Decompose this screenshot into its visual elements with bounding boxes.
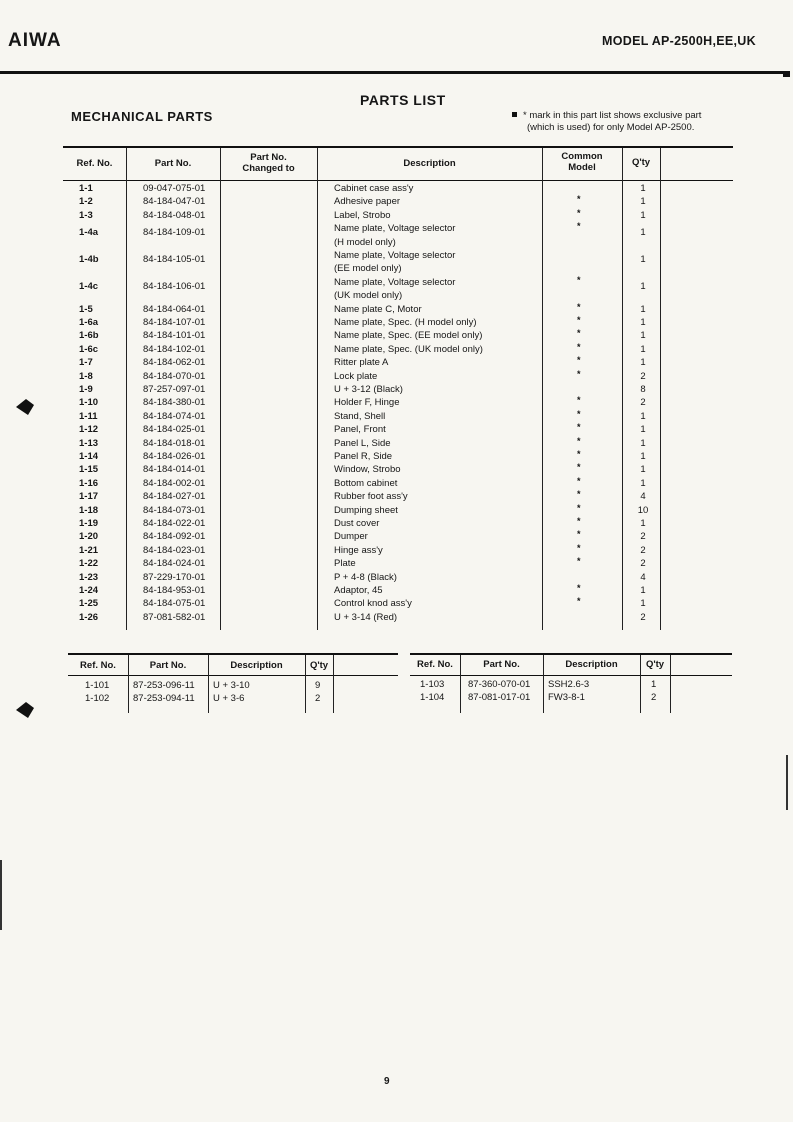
cell-qty: 2 (640, 531, 646, 543)
table-header-rule (63, 180, 733, 181)
header-common-model (542, 151, 622, 173)
cell-part: 84-184-106-01 (143, 280, 206, 292)
screws-table-right (410, 653, 732, 713)
cell-qty: 4 (640, 571, 646, 583)
common-model-mark: * (577, 462, 581, 473)
cell-ref: 1-17 (79, 491, 99, 503)
exclusive-part-note (512, 110, 701, 134)
table-header-rule (68, 675, 398, 676)
cell-ref: 1-11 (79, 410, 98, 422)
cell-ref: 1-25 (79, 598, 99, 610)
cell-ref: 1-104 (420, 692, 445, 703)
cell-ref: 1-2 (79, 196, 93, 208)
cell-qty: 2 (640, 544, 646, 556)
common-model-mark: * (577, 328, 581, 339)
page-number: 9 (384, 1076, 390, 1087)
table-header-rule (410, 675, 732, 676)
column-divider (660, 148, 661, 630)
common-model-mark: * (577, 301, 581, 312)
cell-ref: 1-4b (79, 254, 99, 265)
common-model-mark: * (577, 489, 581, 500)
column-divider (333, 655, 334, 713)
table-top-rule (410, 653, 732, 655)
header-part-no: Part No. (483, 659, 520, 670)
cell-ref: 1-103 (420, 679, 445, 690)
cell-ref: 1-9 (79, 384, 93, 395)
cell-part: 84-184-018-01 (143, 437, 206, 449)
column-divider (622, 148, 623, 630)
cell-desc: FW3-8-1 (548, 692, 585, 703)
cell-part: 84-184-101-01 (143, 330, 206, 342)
common-model-mark: * (577, 422, 581, 433)
header-changed-line-1: Part No. (250, 152, 287, 163)
cell-part: 84-184-062-01 (143, 357, 206, 369)
common-model-mark: * (577, 315, 581, 325)
cell-ref: 1-3 (79, 209, 93, 221)
cell-qty: 1 (640, 303, 646, 315)
cell-qty: 1 (640, 424, 646, 436)
cell-part: 84-184-064-01 (143, 303, 206, 315)
cell-qty: 1 (640, 598, 646, 610)
header-rule-tick (783, 71, 790, 77)
cell-qty: 10 (637, 504, 649, 516)
cell-desc-line-2: (UK model only) (334, 290, 403, 302)
model-number: MODEL AP-2500H,EE,UK (602, 34, 756, 48)
cell-desc: P + 4-8 (Black) (334, 571, 397, 583)
bullet-icon (512, 112, 517, 117)
cell-part: 84-184-002-01 (143, 477, 206, 489)
cell-part: 84-184-027-01 (143, 491, 206, 503)
cell-ref: 1-12 (79, 424, 99, 436)
cell-qty: 1 (651, 679, 657, 690)
cell-part: 84-184-048-01 (143, 209, 206, 221)
scan-edge-mark (786, 755, 788, 810)
cell-qty: 1 (640, 209, 646, 221)
cell-desc: Stand, Shell (334, 410, 386, 422)
cell-desc: Name plate, Spec. (H model only) (334, 317, 477, 328)
common-model-mark: * (577, 583, 581, 593)
cell-qty: 1 (640, 227, 646, 239)
cell-qty: 1 (640, 183, 646, 194)
header-qty: Q'ty (645, 659, 665, 670)
cell-qty: 1 (640, 464, 646, 476)
cell-desc: Control knod ass'y (334, 598, 412, 610)
screws-table-left (68, 653, 398, 713)
cell-ref: 1-8 (79, 370, 93, 382)
common-model-mark: * (577, 516, 581, 526)
cell-desc: Adhesive paper (334, 196, 401, 208)
cell-part: 84-184-107-01 (143, 317, 206, 328)
cell-ref: 1-101 (85, 680, 110, 691)
cell-part: 87-229-170-01 (143, 571, 206, 583)
common-model-mark: * (577, 596, 581, 607)
common-model-mark: * (577, 368, 581, 379)
cell-qty: 8 (640, 384, 646, 395)
cell-ref: 1-22 (79, 558, 99, 570)
cell-part: 84-184-092-01 (143, 531, 206, 543)
cell-desc: Name plate, Voltage selector (334, 250, 456, 261)
header-description: Description (230, 660, 283, 671)
common-model-mark: * (577, 449, 581, 459)
cell-part: 84-184-026-01 (143, 451, 206, 462)
common-model-mark: * (577, 341, 581, 352)
cell-part: 84-184-022-01 (143, 518, 206, 529)
cell-desc: Rubber foot ass'y (334, 491, 408, 503)
cell-part: 84-184-070-01 (143, 370, 206, 382)
cell-ref: 1-13 (79, 437, 99, 449)
cell-ref: 1-18 (79, 504, 99, 516)
header-common-line-1: Common (561, 151, 603, 162)
cell-part: 84-184-380-01 (143, 397, 206, 409)
cell-part: 84-184-024-01 (143, 558, 206, 570)
cell-ref: 1-14 (79, 451, 99, 462)
cell-qty: 1 (640, 437, 646, 449)
cell-qty: 1 (640, 410, 646, 422)
cell-part: 84-184-074-01 (143, 410, 206, 422)
cell-ref: 1-10 (79, 397, 99, 409)
cell-qty: 1 (640, 585, 646, 596)
header-ref-no: Ref. No. (417, 659, 453, 670)
cell-qty: 1 (640, 317, 646, 328)
mechanical-parts-table (63, 146, 733, 630)
cell-part: 87-257-097-01 (143, 384, 206, 395)
common-model-mark: * (577, 529, 581, 540)
cell-qty: 4 (640, 491, 646, 503)
cell-desc: Name plate, Voltage selector (334, 276, 456, 288)
common-model-mark: * (577, 194, 581, 205)
cell-desc: Panel R, Side (334, 451, 393, 462)
cell-desc: Name plate, Spec. (UK model only) (334, 343, 483, 355)
cell-ref: 1-26 (79, 611, 99, 623)
cell-qty: 2 (640, 611, 646, 623)
cell-qty: 9 (315, 680, 321, 691)
cell-part: 84-184-075-01 (143, 598, 206, 610)
header-qty: Q'ty (309, 660, 329, 671)
common-model-mark: * (577, 395, 581, 406)
cell-desc: Lock plate (334, 370, 378, 382)
cell-part: 84-184-047-01 (143, 196, 206, 208)
cell-desc: Hinge ass'y (334, 544, 383, 556)
cell-ref: 1-24 (79, 585, 99, 596)
scan-edge-mark (0, 860, 2, 930)
cell-qty: 1 (640, 357, 646, 369)
header-changed-line-2: Changed to (242, 163, 295, 174)
cell-part: 84-184-105-01 (143, 254, 206, 265)
cell-ref: 1-19 (79, 518, 99, 529)
cell-ref: 1-23 (79, 571, 99, 583)
cell-ref: 1-20 (79, 531, 99, 543)
cell-desc: Window, Strobo (334, 464, 401, 476)
column-divider (670, 655, 671, 713)
cell-part: 84-184-953-01 (143, 585, 206, 596)
column-divider (220, 148, 221, 630)
cell-part: 84-184-102-01 (143, 343, 206, 355)
cell-part: 09-047-075-01 (143, 183, 206, 194)
cell-qty: 1 (640, 254, 646, 265)
header-part-no: Part No. (149, 660, 187, 671)
cell-desc: Dumping sheet (334, 504, 398, 516)
cell-qty: 1 (640, 477, 646, 489)
cell-part: 84-184-109-01 (143, 227, 206, 239)
cell-qty: 2 (640, 370, 646, 382)
cell-desc: Name plate, Voltage selector (334, 223, 456, 235)
header-changed-to (220, 152, 317, 174)
note-line-1: * mark in this part list shows exclusive part (523, 110, 702, 121)
cell-desc: Bottom cabinet (334, 477, 398, 489)
cell-desc: Dust cover (334, 518, 380, 529)
cell-ref: 1-7 (79, 357, 93, 369)
header-qty: Q'ty (631, 157, 651, 168)
common-model-mark: * (577, 207, 581, 218)
cell-qty: 1 (640, 451, 646, 462)
common-model-mark: * (577, 355, 581, 366)
header-part-no: Part No. (154, 158, 192, 169)
cell-desc: U + 3-6 (213, 693, 245, 704)
cell-desc: U + 3-14 (Red) (334, 611, 398, 623)
common-model-mark: * (577, 274, 581, 285)
common-model-mark: * (577, 542, 581, 553)
cell-desc: Panel, Front (334, 424, 386, 436)
cell-desc-line-2: (EE model only) (334, 263, 402, 275)
cell-ref: 1-6c (79, 343, 99, 355)
column-divider (542, 148, 543, 630)
header-rule (0, 71, 790, 74)
cell-ref: 1-1 (79, 183, 93, 194)
cell-desc: Dumper (334, 531, 368, 543)
cell-part: 87-253-096-11 (133, 680, 195, 691)
cell-ref: 1-5 (79, 303, 93, 315)
cell-part: 87-081-582-01 (143, 611, 206, 623)
header-description: Description (403, 158, 456, 169)
column-divider (126, 148, 127, 630)
common-model-mark: * (577, 408, 581, 419)
cell-desc: U + 3-10 (213, 680, 250, 691)
cell-ref: 1-15 (79, 464, 99, 476)
cell-desc: Label, Strobo (334, 209, 391, 221)
section-title: MECHANICAL PARTS (71, 109, 213, 124)
cell-desc: Name plate C, Motor (334, 303, 422, 315)
cell-desc: SSH2.6-3 (548, 679, 590, 690)
note-line-2: (which is used) for only Model AP-2500. (527, 122, 695, 133)
cell-ref: 1-4c (79, 280, 99, 292)
cell-desc: U + 3-12 (Black) (334, 384, 403, 395)
cell-desc: Ritter plate A (334, 357, 389, 369)
cell-desc: Panel L, Side (334, 437, 391, 449)
cell-ref: 1-16 (79, 477, 99, 489)
header-ref-no: Ref. No. (80, 660, 116, 671)
cell-desc-line-2: (H model only) (334, 236, 396, 248)
cell-ref: 1-6b (79, 330, 99, 342)
cell-qty: 2 (315, 693, 321, 704)
page-title: PARTS LIST (360, 92, 446, 108)
cell-desc: Adaptor, 45 (334, 585, 383, 596)
cell-desc: Plate (334, 558, 356, 570)
binder-punch-mark (14, 397, 36, 417)
cell-ref: 1-6a (79, 317, 99, 328)
cell-ref: 1-4a (79, 227, 99, 239)
brand-logo: AIWA (8, 30, 62, 51)
cell-qty: 1 (640, 330, 646, 342)
common-model-mark: * (577, 221, 581, 232)
cell-qty: 1 (640, 343, 646, 355)
cell-desc: Name plate, Spec. (EE model only) (334, 330, 483, 342)
cell-part: 84-184-073-01 (143, 504, 206, 516)
cell-qty: 2 (640, 558, 646, 570)
cell-ref: 1-102 (85, 693, 110, 704)
cell-part: 87-360-070-01 (468, 679, 531, 690)
binder-punch-mark (14, 700, 36, 720)
header-ref-no: Ref. No. (76, 158, 113, 169)
cell-qty: 2 (651, 692, 657, 703)
common-model-mark: * (577, 502, 581, 513)
cell-part: 84-184-023-01 (143, 544, 206, 556)
cell-qty: 1 (640, 518, 646, 529)
cell-desc: Holder F, Hinge (334, 397, 400, 409)
cell-qty: 1 (640, 280, 646, 292)
cell-part: 87-081-017-01 (468, 692, 531, 703)
cell-part: 84-184-025-01 (143, 424, 206, 436)
cell-ref: 1-21 (79, 544, 99, 556)
cell-part: 84-184-014-01 (143, 464, 206, 476)
cell-qty: 2 (640, 397, 646, 409)
header-description: Description (565, 659, 618, 670)
common-model-mark: * (577, 556, 581, 567)
cell-part: 87-253-094-11 (133, 693, 195, 704)
table-top-rule (63, 146, 733, 148)
cell-desc: Cabinet case ass'y (334, 183, 414, 194)
common-model-mark: * (577, 435, 581, 446)
common-model-mark: * (577, 475, 581, 486)
column-divider (317, 148, 318, 630)
header-common-line-2: Model (568, 162, 596, 173)
table-top-rule (68, 653, 398, 655)
cell-qty: 1 (640, 196, 646, 208)
